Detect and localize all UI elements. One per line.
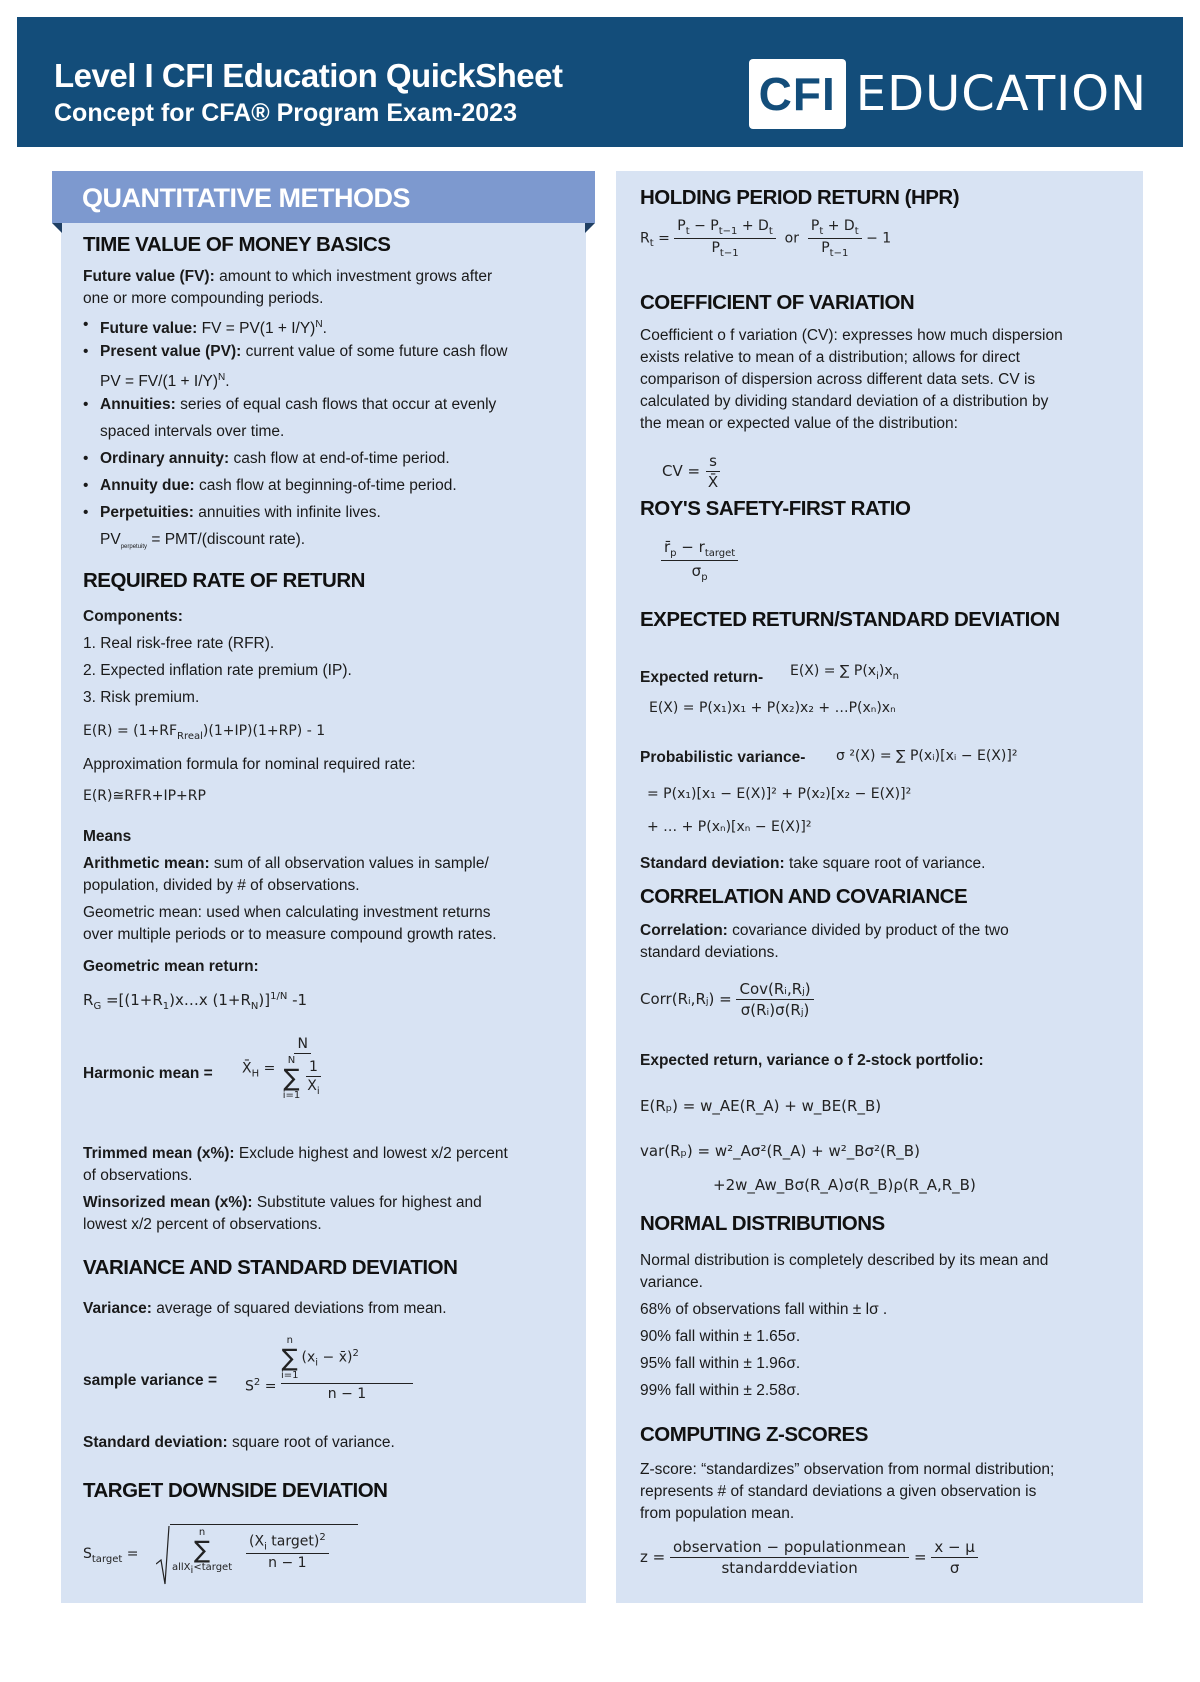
normal-heading: NORMAL DISTRIBUTIONS	[640, 1212, 885, 1235]
corr-heading: CORRELATION AND COVARIANCE	[640, 885, 968, 908]
tdd-heading: TARGET DOWNSIDE DEVIATION	[83, 1479, 388, 1502]
page-subtitle: Concept for CFA® Program Exam-2023	[54, 99, 517, 127]
present-value-formula: PV = $FV/(1 + I/Y)^N$.	[100, 372, 230, 391]
two-stock-variance-cont: +2w_Aw_Bσ(R_A)σ(R_B)ρ(R_A,R_B)	[713, 1176, 976, 1194]
two-stock-variance: var(Rₚ) = w²_Aσ²(R_A) + w²_Bσ²(R_B)	[640, 1142, 920, 1160]
zscore-text-3: from population mean.	[640, 1505, 795, 1522]
bullet-annuity-due: • Annuity due: cash flow at beginning-of-time period.	[100, 475, 457, 497]
cv-text-3: comparison of dispersion across different data sets. CV is	[640, 371, 1036, 388]
prob-variance-line-3: + … + P(xₙ)[xₙ − E(X)]²	[647, 819, 812, 835]
banner-label: QUANTITATIVE METHODS	[82, 183, 410, 213]
normal-text-2: variance.	[640, 1274, 703, 1291]
page-title: Level I CFI Education QuickSheet	[54, 57, 563, 94]
bullet-present-value: • Present value (PV): current value of some future cash flow	[100, 341, 508, 363]
std-dev-def: Standard deviation: square root of variance.	[83, 1434, 395, 1451]
normal-68: 68% of observations fall within ± lσ .	[640, 1301, 888, 1318]
sample-variance-label: sample variance =	[83, 1372, 217, 1389]
harmonic-label: Harmonic mean =	[83, 1065, 213, 1082]
means-heading: Means	[83, 828, 132, 845]
normal-text-1: Normal distribution is completely described by its mean and	[640, 1252, 1049, 1269]
arith-mean-def: Arithmetic mean: sum of all observation values in sample/	[83, 855, 489, 872]
geo-return-formula: $R_G$ $=[(1+R_1)x\dots x$ $(1+R_N)]^{1/N}$ -1	[83, 991, 308, 1012]
perpetuity-formula: $PV_{perpetuity}$ = PMT/(discount rate).	[100, 531, 306, 551]
expected-return-label: Expected return-	[640, 669, 764, 686]
expected-return-formula: E(X) = ∑ $P(x_i)x_n$	[790, 663, 899, 682]
normal-99: 99% fall within ± 2.58σ.	[640, 1382, 801, 1399]
banner-fold-left	[52, 223, 62, 233]
trimmed-mean-def-cont: of observations.	[83, 1167, 193, 1184]
rrr-item-1: 1. Real risk-free rate (RFR).	[83, 635, 275, 652]
arith-mean-def-cont: population, divided by # of observations.	[83, 877, 360, 894]
cv-text-2: exists relative to mean of a distribution; allows for direct	[640, 349, 1020, 366]
hpr-heading: HOLDING PERIOD RETURN (HPR)	[640, 186, 960, 209]
header-bar	[17, 17, 1183, 147]
expected-return-expanded: E(X) = P(x₁)x₁ + P(x₂)x₂ + …P(xₙ)xₙ	[649, 700, 896, 716]
tvm-heading: TIME VALUE OF MONEY BASICS	[83, 233, 391, 256]
ersd-std-dev: Standard deviation: take square root of variance.	[640, 855, 986, 872]
rrr-components-label: Components:	[83, 608, 183, 625]
rrr-item-3: 3. Risk premium.	[83, 689, 200, 706]
banner-fold-right	[585, 223, 595, 233]
rrr-formula-exact: $E(R) = (1+RF_{Rreal})(1+IP)(1+RP) - 1$	[83, 723, 326, 742]
rrr-formula-approx: E(R)≅RFR+IP+RP	[83, 788, 206, 804]
correlation-formula: Corr(Rᵢ,Rⱼ) = $\frac{\text{Cov(Rᵢ,Rⱼ)}}{\text{σ(Rᵢ)σ(Rⱼ)}}$	[640, 980, 814, 1019]
zscore-text-1: Z-score: “standardizes” observation from normal distribution;	[640, 1461, 1055, 1478]
zscore-heading: COMPUTING Z-SCORES	[640, 1423, 868, 1446]
logo-word: EDUCATION	[855, 66, 1147, 122]
cv-text-5: the mean or expected value of the distribution:	[640, 415, 958, 432]
cv-text-4: calculated by dividing standard deviation of a distribution by	[640, 393, 1049, 410]
bullet-annuities: • Annuities: series of equal cash flows that occur at evenly	[100, 394, 496, 416]
geo-mean-def: Geometric mean: used when calculating investment returns	[83, 904, 491, 921]
prob-variance-line-2: = P(x₁)[x₁ − E(X)]² + P(x₂)[x₂ − E(X)]²	[647, 786, 912, 802]
prob-variance-formula: σ ²(X) = ∑ P(xᵢ)[xᵢ − E(X)]²	[836, 748, 1018, 764]
geo-return-label: Geometric mean return:	[83, 958, 259, 975]
rrr-approx-label: Approximation formula for nominal required rate:	[83, 756, 416, 773]
bullet-perpetuities: • Perpetuities: annuities with infinite lives.	[100, 502, 381, 524]
hpr-formula: $R_t$ = $\frac{P_t - P_{t-1} + D_t}{P_{t-1}}$ or $\frac{P_t + D_t}{P_{t-1}}$ − 1	[640, 218, 892, 259]
two-stock-label: Expected return, variance o f 2-stock portfolio:	[640, 1052, 984, 1069]
geo-mean-def-cont: over multiple periods or to measure compound growth rates.	[83, 926, 497, 943]
annuities-cont: spaced intervals over time.	[100, 423, 285, 440]
variance-def: Variance: average of squared deviations from mean.	[83, 1300, 447, 1317]
sqrt-sign	[156, 1524, 170, 1586]
zscore-formula: z = $\frac{\text{observation − populationmean}}{\text{standarddeviation}}$ = $\frac{x - \mu}{\sigma}$	[640, 1538, 978, 1577]
bullet-future-value: • Future value: FV = $PV(1 + I/Y)^N$.	[100, 314, 327, 340]
ersd-heading: EXPECTED RETURN/STANDARD DEVIATION	[640, 608, 1060, 631]
winsorized-mean-def: Winsorized mean (x%): Substitute values for highest and	[83, 1194, 482, 1211]
logo-mark: CFI	[749, 59, 846, 129]
fv-definition: Future value (FV): amount to which investment grows after	[83, 268, 493, 285]
correlation-def: Correlation: covariance divided by product of the two	[640, 922, 1009, 939]
normal-95: 95% fall within ± 1.96σ.	[640, 1355, 801, 1372]
roy-heading: ROY'S SAFETY-FIRST RATIO	[640, 497, 911, 520]
cv-heading: COEFFICIENT OF VARIATION	[640, 291, 915, 314]
prob-variance-label: Probabilistic variance-	[640, 749, 806, 766]
zscore-text-2: represents # of standard deviations a given observation is	[640, 1483, 1037, 1500]
roy-formula: $\frac{r̄_p - r_{target}}{\sigma_p}$	[661, 538, 738, 583]
two-stock-return: E(Rₚ) = w_AE(R_A) + w_BE(R_B)	[640, 1097, 882, 1115]
correlation-def-cont: standard deviations.	[640, 944, 779, 961]
fv-definition-cont: one or more compounding periods.	[83, 290, 324, 307]
harmonic-formula: $X̄_H$ = N N ∑ i=1 $\frac{1}{X_i}$	[242, 1036, 320, 1101]
cfi-education-logo	[749, 59, 1147, 129]
rrr-heading: REQUIRED RATE OF RETURN	[83, 569, 365, 592]
winsorized-mean-def-cont: lowest x/2 percent of observations.	[83, 1216, 322, 1233]
rrr-item-2: 2. Expected inflation rate premium (IP).	[83, 662, 352, 679]
bullet-ordinary-annuity: • Ordinary annuity: cash flow at end-of-time period.	[100, 448, 450, 470]
trimmed-mean-def: Trimmed mean (x%): Exclude highest and lowest x/2 percent	[83, 1145, 508, 1162]
cv-formula: CV = $\frac{s}{X̄}$	[662, 452, 719, 491]
normal-90: 90% fall within ± 1.65σ.	[640, 1328, 801, 1345]
cv-text-1: Coefficient o f variation (CV): expresses how much dispersion	[640, 327, 1063, 344]
section-banner	[52, 171, 595, 223]
variance-heading: VARIANCE AND STANDARD DEVIATION	[83, 1256, 458, 1279]
